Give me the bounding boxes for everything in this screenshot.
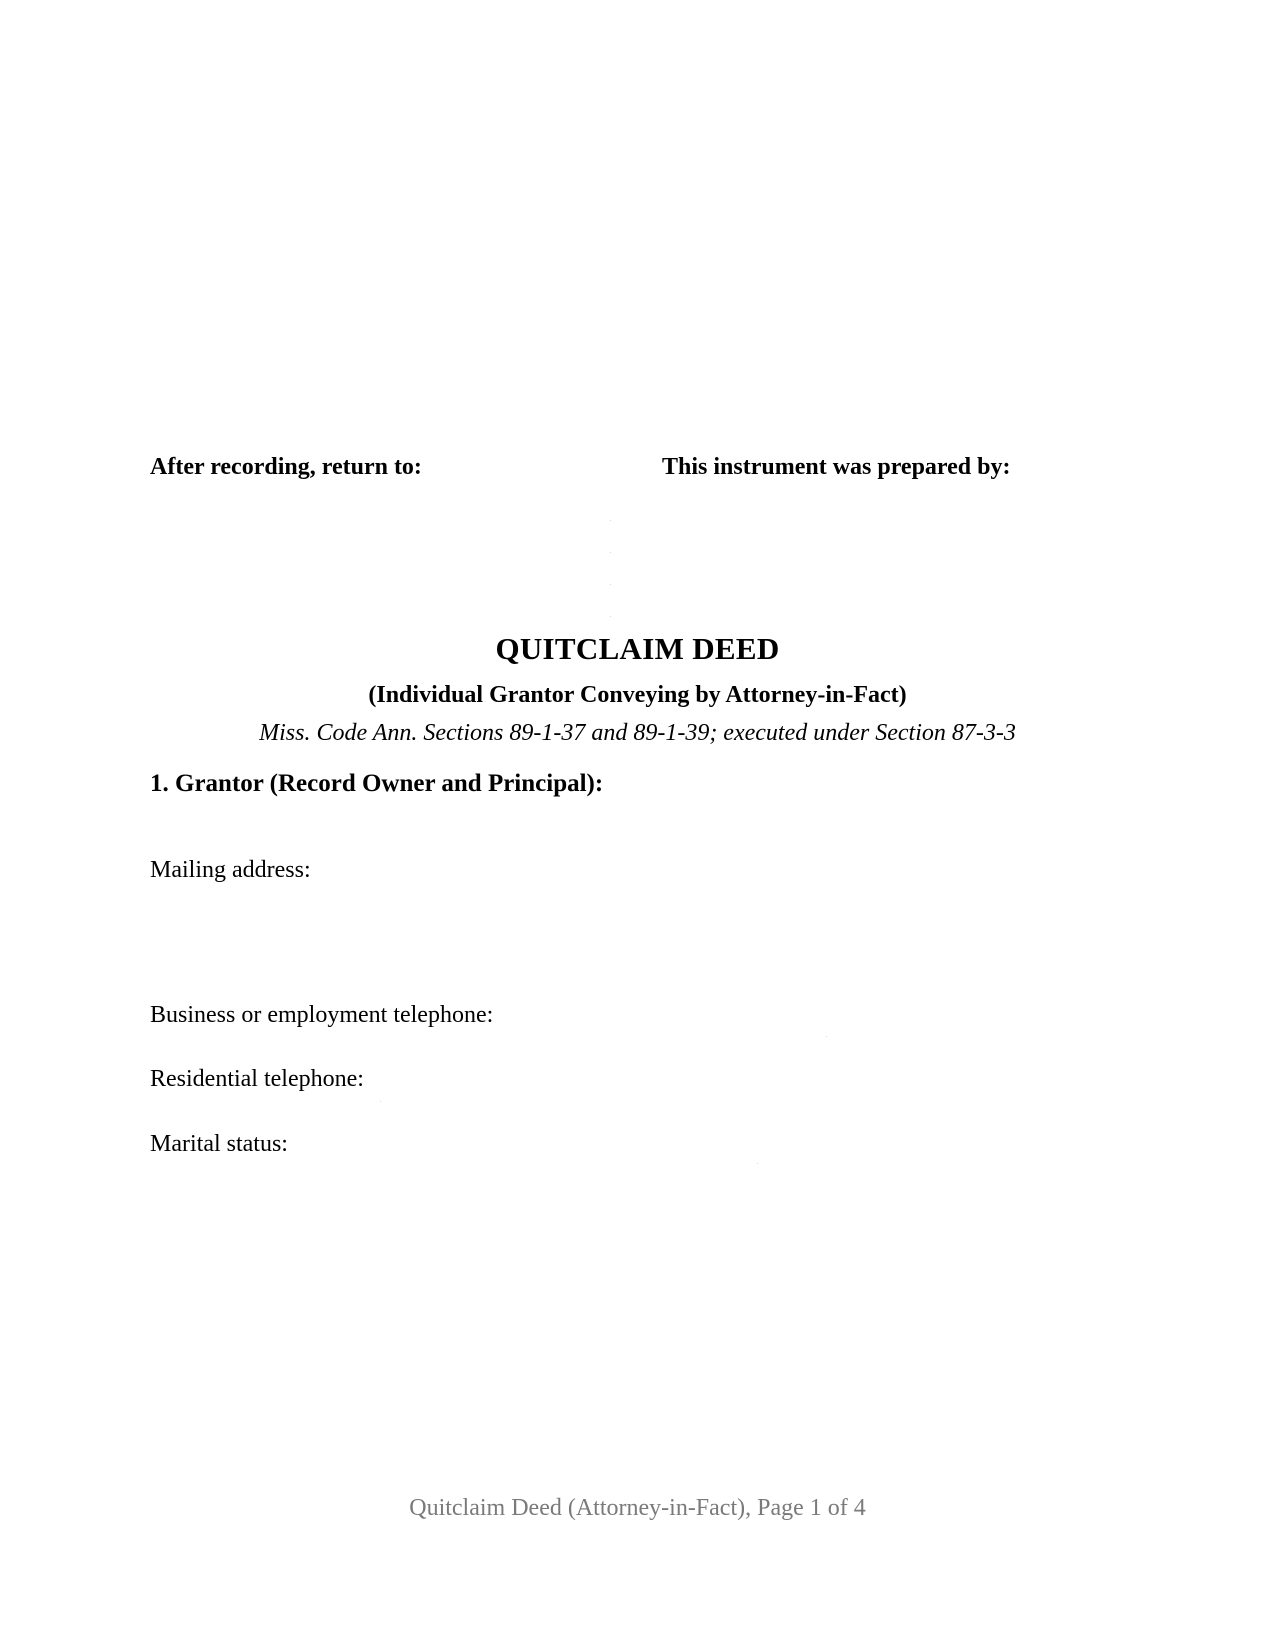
scan-speck (610, 616, 611, 617)
mailing-address-label: Mailing address: (150, 857, 311, 883)
residential-phone-label: Residential telephone: (150, 1066, 364, 1092)
scan-speck (757, 1163, 758, 1164)
scan-speck (610, 584, 611, 585)
prepared-by-label: This instrument was prepared by: (662, 454, 1011, 480)
return-to-label: After recording, return to: (150, 454, 422, 480)
scan-speck (826, 1036, 827, 1037)
document-subtitle: (Individual Grantor Conveying by Attorney-in-Fact) (368, 682, 907, 708)
grantor-section-heading: 1. Grantor (Record Owner and Principal): (150, 770, 604, 797)
scan-speck (380, 1101, 381, 1102)
statute-citation: Miss. Code Ann. Sections 89-1-37 and 89-1-39; executed under Section 87-3-3 (259, 720, 1016, 746)
business-phone-label: Business or employment telephone: (150, 1002, 494, 1028)
scan-speck (610, 552, 611, 553)
scan-speck (610, 520, 611, 521)
page-footer: Quitclaim Deed (Attorney-in-Fact), Page 1 of 4 (409, 1495, 866, 1521)
marital-status-label: Marital status: (150, 1131, 288, 1157)
document-title: QUITCLAIM DEED (495, 631, 780, 666)
